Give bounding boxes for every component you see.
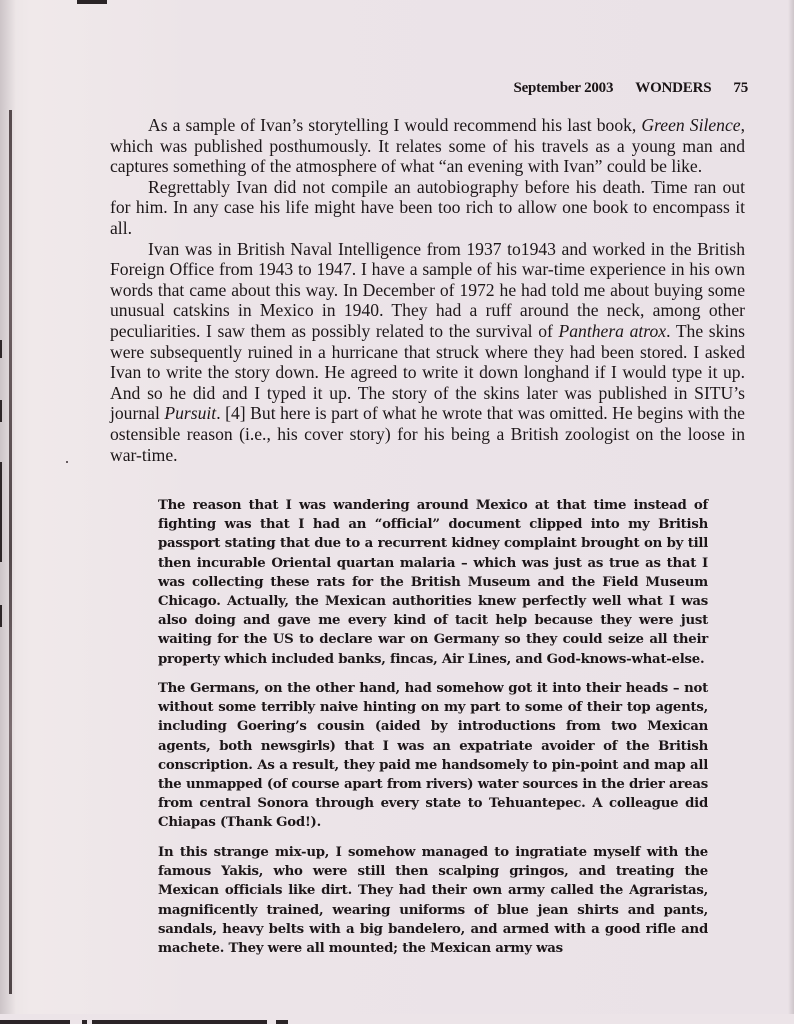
article-body — [110, 115, 745, 465]
binding-edge-line — [9, 110, 12, 994]
right-page-edge — [788, 0, 794, 1024]
edge-mark — [82, 1020, 87, 1024]
body-paragraph — [110, 177, 745, 239]
edge-mark — [0, 605, 2, 627]
edge-mark — [276, 1020, 288, 1024]
text-run: Regrettably Ivan did not compile an autobiography before his death. Time ran out for him. In any case his life might have been too rich to allow one book to encompass it all. — [110, 176, 745, 238]
italic-title: Panthera atrox — [558, 320, 667, 341]
quote-text: The reason that I was wandering around Mexico at that time instead of fighting was that I had an “official” document clipped into my British passport stating that due to a recurrent kidney complaint brought on by till then incurable Oriental quartan malaria – which was just as true as that I was collecting these rats for the British Museum and the Field Museum Chicago. Actually, the Mexican authorities knew perfectly well what I was also doing and gave me every kind of tacit help because they were just waiting for the US to declare war on Germany so they could seize all their property which included banks, fincas, Air Lines, and God-knows-what-else. — [158, 498, 708, 667]
spine-shadow — [0, 0, 16, 1024]
edge-mark — [0, 400, 2, 422]
scan-edge-mark — [77, 0, 107, 4]
text-run: Ivan was in British Naval Intelligence from 1937 to1943 and worked in the British Foreign Office from 1943 to 1947. I have a sample of his war-time experience in his own words that came about this way. In December of 1972 he had told me about buying some unusual catskins in Mexico in 1940. They had a ruff around the neck, among other peculiarities. I saw them as possibly related to the survival of — [110, 238, 745, 341]
italic-title: Green Silence — [641, 115, 741, 135]
block-quote-paragraph — [158, 496, 708, 669]
text-run: . [4] But here is part of what he wrote that was omitted. He begins with the ostensible reason (i.e., his cover story) for his being a British zoologist on the loose in war-time. — [110, 403, 745, 465]
text-run: As a sample of Ivan’s storytelling I would recommend his last book, — [148, 115, 642, 135]
page-number: 75 — [733, 80, 748, 96]
italic-title: Pursuit — [164, 403, 217, 424]
scan-speck — [66, 461, 68, 463]
body-paragraph — [110, 239, 745, 466]
quote-text: In this strange mix-up, I somehow managed to ingratiate myself with the famous Yakis, who were still then scalping gringos, and treating the Mexican officials like dirt. They had their own army called the Agraristas, magnificently trained, wearing uniforms of blue jean shirts and pants, sandals, heavy belts with a big bandelero, and armed with a good rifle and machete. They were all mounted; the Mexican army was — [158, 845, 708, 957]
edge-mark — [0, 462, 2, 562]
text-run: . The skins were subsequently ruined in a hurricane that struck where they had been stored. I asked Ivan to write the story down. He agreed to write it down longhand if I would type it up. And so he did and I typed it up. The story of the skins later was published in SITU’s journal — [110, 320, 745, 424]
issue-date: September 2003 — [513, 80, 614, 96]
block-quote-paragraph — [158, 843, 708, 958]
bottom-page-edge — [0, 1014, 794, 1024]
text-run: , which was published posthumously. It relates some of his travels as a young man and captures something of the atmosphere of what “an evening with Ivan” could be like. — [110, 115, 745, 177]
body-paragraph — [110, 115, 745, 177]
running-head — [513, 80, 748, 97]
edge-mark — [0, 340, 2, 358]
quote-text: The Germans, on the other hand, had somehow got it into their heads – not without some terribly naive hinting on my part to some of their top agents, including Goering’s cousin (aided by introductions from two Mexican agents, both newsgirls) that I was an expatriate avoider of the British conscription. As a result, they paid me handsomely to pin-point and map all the unmapped (of course apart from rivers) water sources in the drier areas from central Sonora through every state to Tehuantepec. A colleague did Chiapas (Thank God!). — [158, 681, 708, 831]
publication-name: WONDERS — [635, 80, 712, 96]
edge-mark — [92, 1020, 267, 1024]
edge-mark — [0, 1020, 70, 1024]
block-quote-paragraph — [158, 679, 708, 833]
